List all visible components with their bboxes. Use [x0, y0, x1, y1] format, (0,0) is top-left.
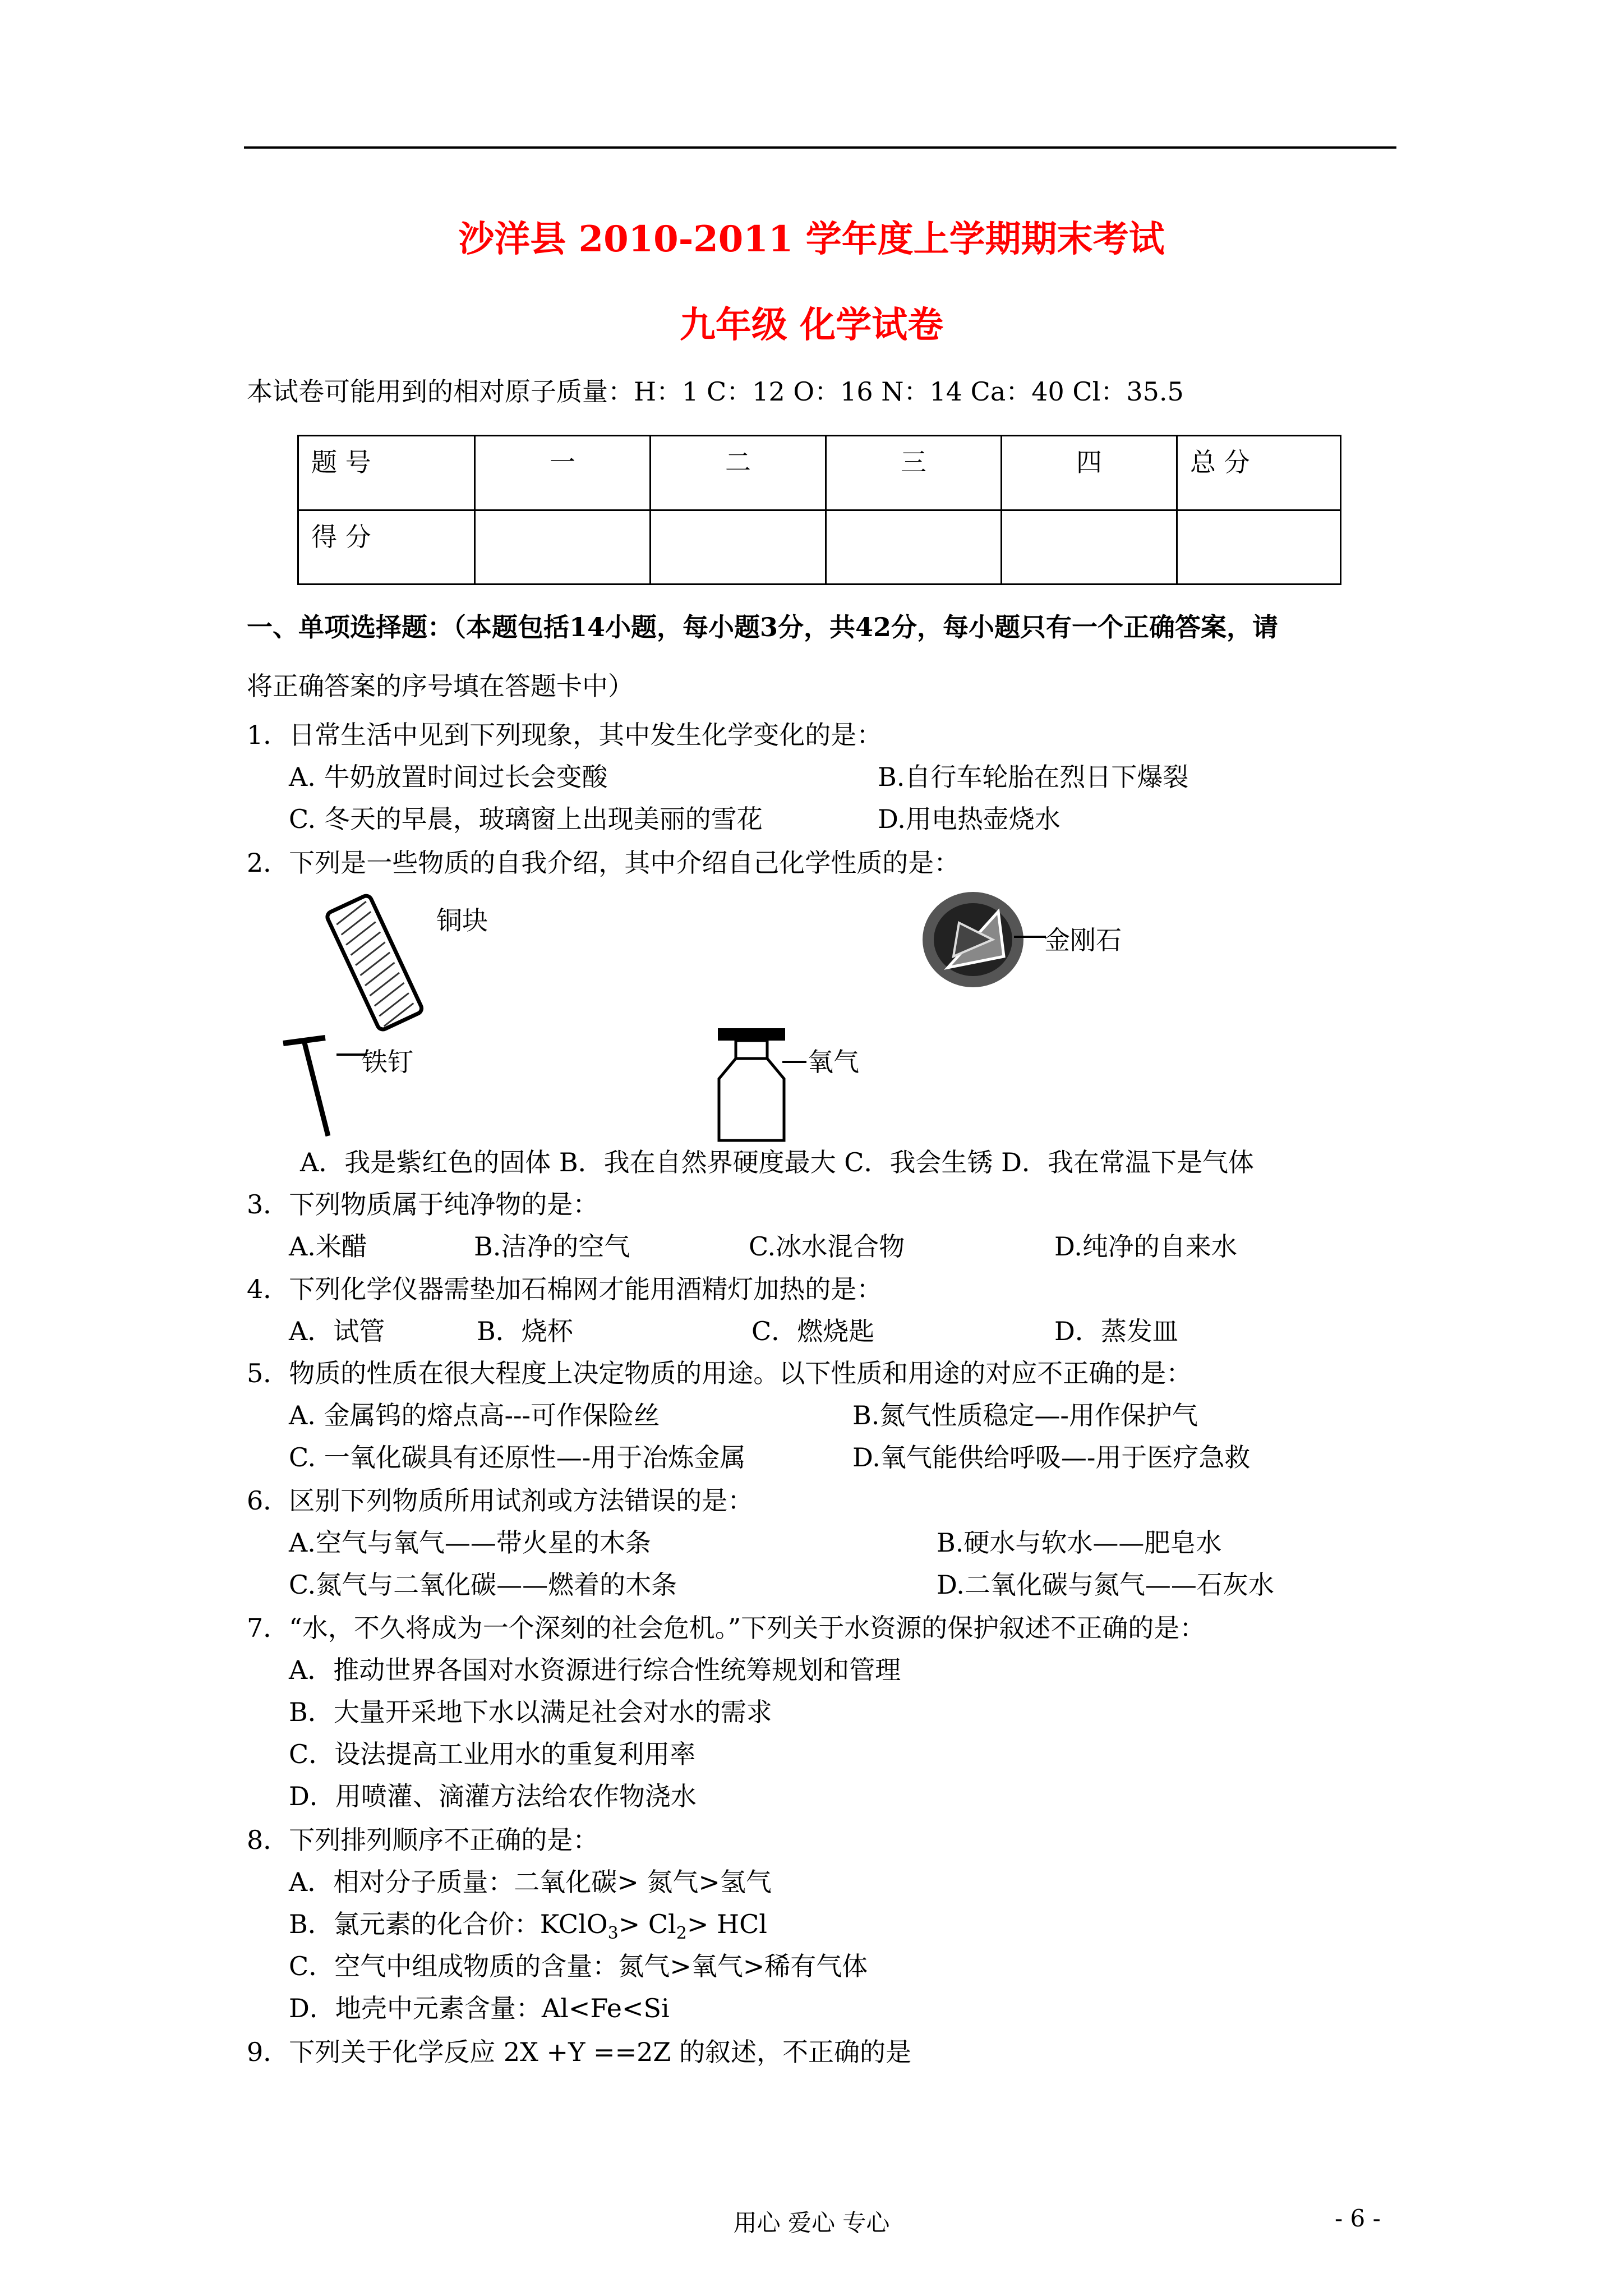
q8-b-subscript-3: 3	[607, 1924, 619, 1944]
q4-option-c: C．燃烧匙	[751, 1316, 875, 1346]
q1-option-a: A. 牛奶放置时间过长会变酸	[289, 762, 608, 792]
header-rule	[244, 146, 1396, 149]
q1-option-c: C. 冬天的早晨，玻璃窗上出现美丽的雪花	[289, 804, 763, 834]
q5-option-c: C. 一氧化碳具有还原性—-用于冶炼金属	[289, 1442, 746, 1473]
score-input-2[interactable]	[651, 510, 826, 585]
q6-option-a: A.空气与氧气——带火星的木条	[289, 1527, 651, 1558]
q3-stem: 3．下列物质属于纯净物的是：	[247, 1189, 599, 1220]
q5-option-a: A. 金属钨的熔点高---可作保险丝	[289, 1400, 660, 1430]
q4-option-d: D．蒸发皿	[1054, 1316, 1178, 1346]
q1-stem: 1．日常生活中见到下列现象，其中发生化学变化的是：	[247, 720, 883, 750]
exam-title: 沙洋县 2010-2011 学年度上学期期末考试	[458, 218, 1165, 260]
q7-option-b: B．大量开采地下水以满足社会对水的需求	[289, 1697, 772, 1727]
score-input-1[interactable]	[475, 510, 651, 585]
q5-stem: 5．物质的性质在很大程度上决定物质的用途。以下性质和用途的对应不正确的是：	[247, 1358, 1192, 1388]
q8-option-b	[289, 1907, 767, 1950]
q6-option-b: B.硬水与软水——肥皂水	[937, 1527, 1222, 1558]
q4-stem: 4．下列化学仪器需垫加石棉网才能用酒精灯加热的是：	[247, 1274, 883, 1304]
page-number: - 6 -	[1335, 2205, 1381, 2232]
q2-stem: 2．下列是一些物质的自我介绍，其中介绍自己化学性质的是：	[247, 848, 960, 878]
score-cell-1: 一	[475, 436, 651, 510]
section1-heading-cont: 将正确答案的序号填在答题卡中）	[247, 671, 634, 701]
score-cell-3: 三	[826, 436, 1002, 510]
score-cell-label: 题 号	[298, 436, 475, 510]
q9-stem: 9．下列关于化学反应 2X +Y ==2Z 的叙述，不正确的是	[247, 2037, 911, 2067]
q6-stem: 6．区别下列物质所用试剂或方法错误的是：	[247, 1485, 754, 1516]
q3-option-c: C.冰水混合物	[749, 1231, 905, 1262]
q3-option-b: B.洁净的空气	[474, 1231, 630, 1262]
q3-option-a: A.米醋	[289, 1231, 367, 1262]
q5-option-b: B.氮气性质稳定—-用作保护气	[852, 1400, 1198, 1430]
section1-heading-text: 一、单项选择题：（本题包括14小题，每小题3分，共42分，每小题只有一个正确答案，请	[247, 612, 1279, 642]
q8-b-text-end: > HCl	[686, 1909, 768, 1939]
q8-option-a: A．相对分子质量：二氧化碳> 氮气>氢气	[289, 1867, 772, 1897]
q7-stem: 7．“水，不久将成为一个深刻的社会危机。”下列关于水资源的保护叙述不正确的是：	[247, 1613, 1206, 1643]
q2-options: A．我是紫红色的固体 B．我在自然界硬度最大 C．我会生锈 D．我在常温下是气体	[300, 1147, 1254, 1177]
score-input-total[interactable]	[1177, 510, 1341, 585]
exam-subtitle: 九年级 化学试卷	[679, 304, 944, 346]
score-row-label: 得 分	[298, 510, 475, 585]
oxygen-bottle-figure	[712, 1025, 808, 1146]
iron-nail-label: 铁钉	[362, 1047, 413, 1077]
score-table-score-row	[298, 510, 1341, 585]
oxygen-label: 氧气	[808, 1047, 859, 1077]
copper-block-label: 铜块	[436, 905, 488, 936]
iron-nail-figure	[275, 1029, 370, 1147]
diamond-label: 金刚石	[1044, 925, 1122, 955]
q8-b-subscript-2: 2	[676, 1924, 687, 1944]
score-input-4[interactable]	[1002, 510, 1177, 585]
q1-option-b: B.自行车轮胎在烈日下爆裂	[878, 762, 1189, 792]
score-cell-total: 总 分	[1177, 436, 1341, 510]
section1-heading	[247, 610, 1278, 644]
atomic-masses-note: 本试卷可能用到的相对原子质量：H：1 C：12 O：16 N：14 Ca：40 Cl：35.5	[247, 376, 1184, 407]
q7-option-c: C．设法提高工业用水的重复利用率	[289, 1739, 696, 1769]
q5-option-d: D.氧气能供给呼吸—-用于医疗急救	[852, 1442, 1251, 1473]
q6-option-d: D.二氧化碳与氮气——石灰水	[937, 1570, 1274, 1600]
score-table	[297, 435, 1341, 585]
score-input-3[interactable]	[826, 510, 1002, 585]
q4-option-b: B．烧杯	[477, 1316, 573, 1346]
q8-option-c: C．空气中组成物质的含量：氮气>氧气>稀有气体	[289, 1951, 868, 1981]
diamond-figure	[914, 889, 1049, 990]
score-cell-4: 四	[1002, 436, 1177, 510]
copper-block-figure	[320, 889, 432, 1035]
q8-b-text: B．氯元素的化合价：KClO	[289, 1909, 608, 1939]
q3-option-d: D.纯净的自来水	[1054, 1231, 1237, 1262]
footer-motto: 用心 爱心 专心	[733, 2209, 890, 2237]
score-table-header-row	[298, 436, 1341, 510]
q8-option-d: D．地壳中元素含量：Al<Fe<Si	[289, 1993, 670, 2023]
q1-option-d: D.用电热壶烧水	[878, 804, 1061, 834]
q7-option-a: A．推动世界各国对水资源进行综合性统筹规划和管理	[289, 1655, 901, 1685]
score-cell-2: 二	[651, 436, 826, 510]
q7-option-d: D．用喷灌、滴灌方法给农作物浇水	[289, 1781, 697, 1811]
q4-option-a: A．试管	[289, 1316, 385, 1346]
q8-b-text-mid: > Cl	[618, 1909, 676, 1939]
q8-stem: 8．下列排列顺序不正确的是：	[247, 1825, 599, 1855]
q6-option-c: C.氮气与二氧化碳——燃着的木条	[289, 1570, 677, 1600]
